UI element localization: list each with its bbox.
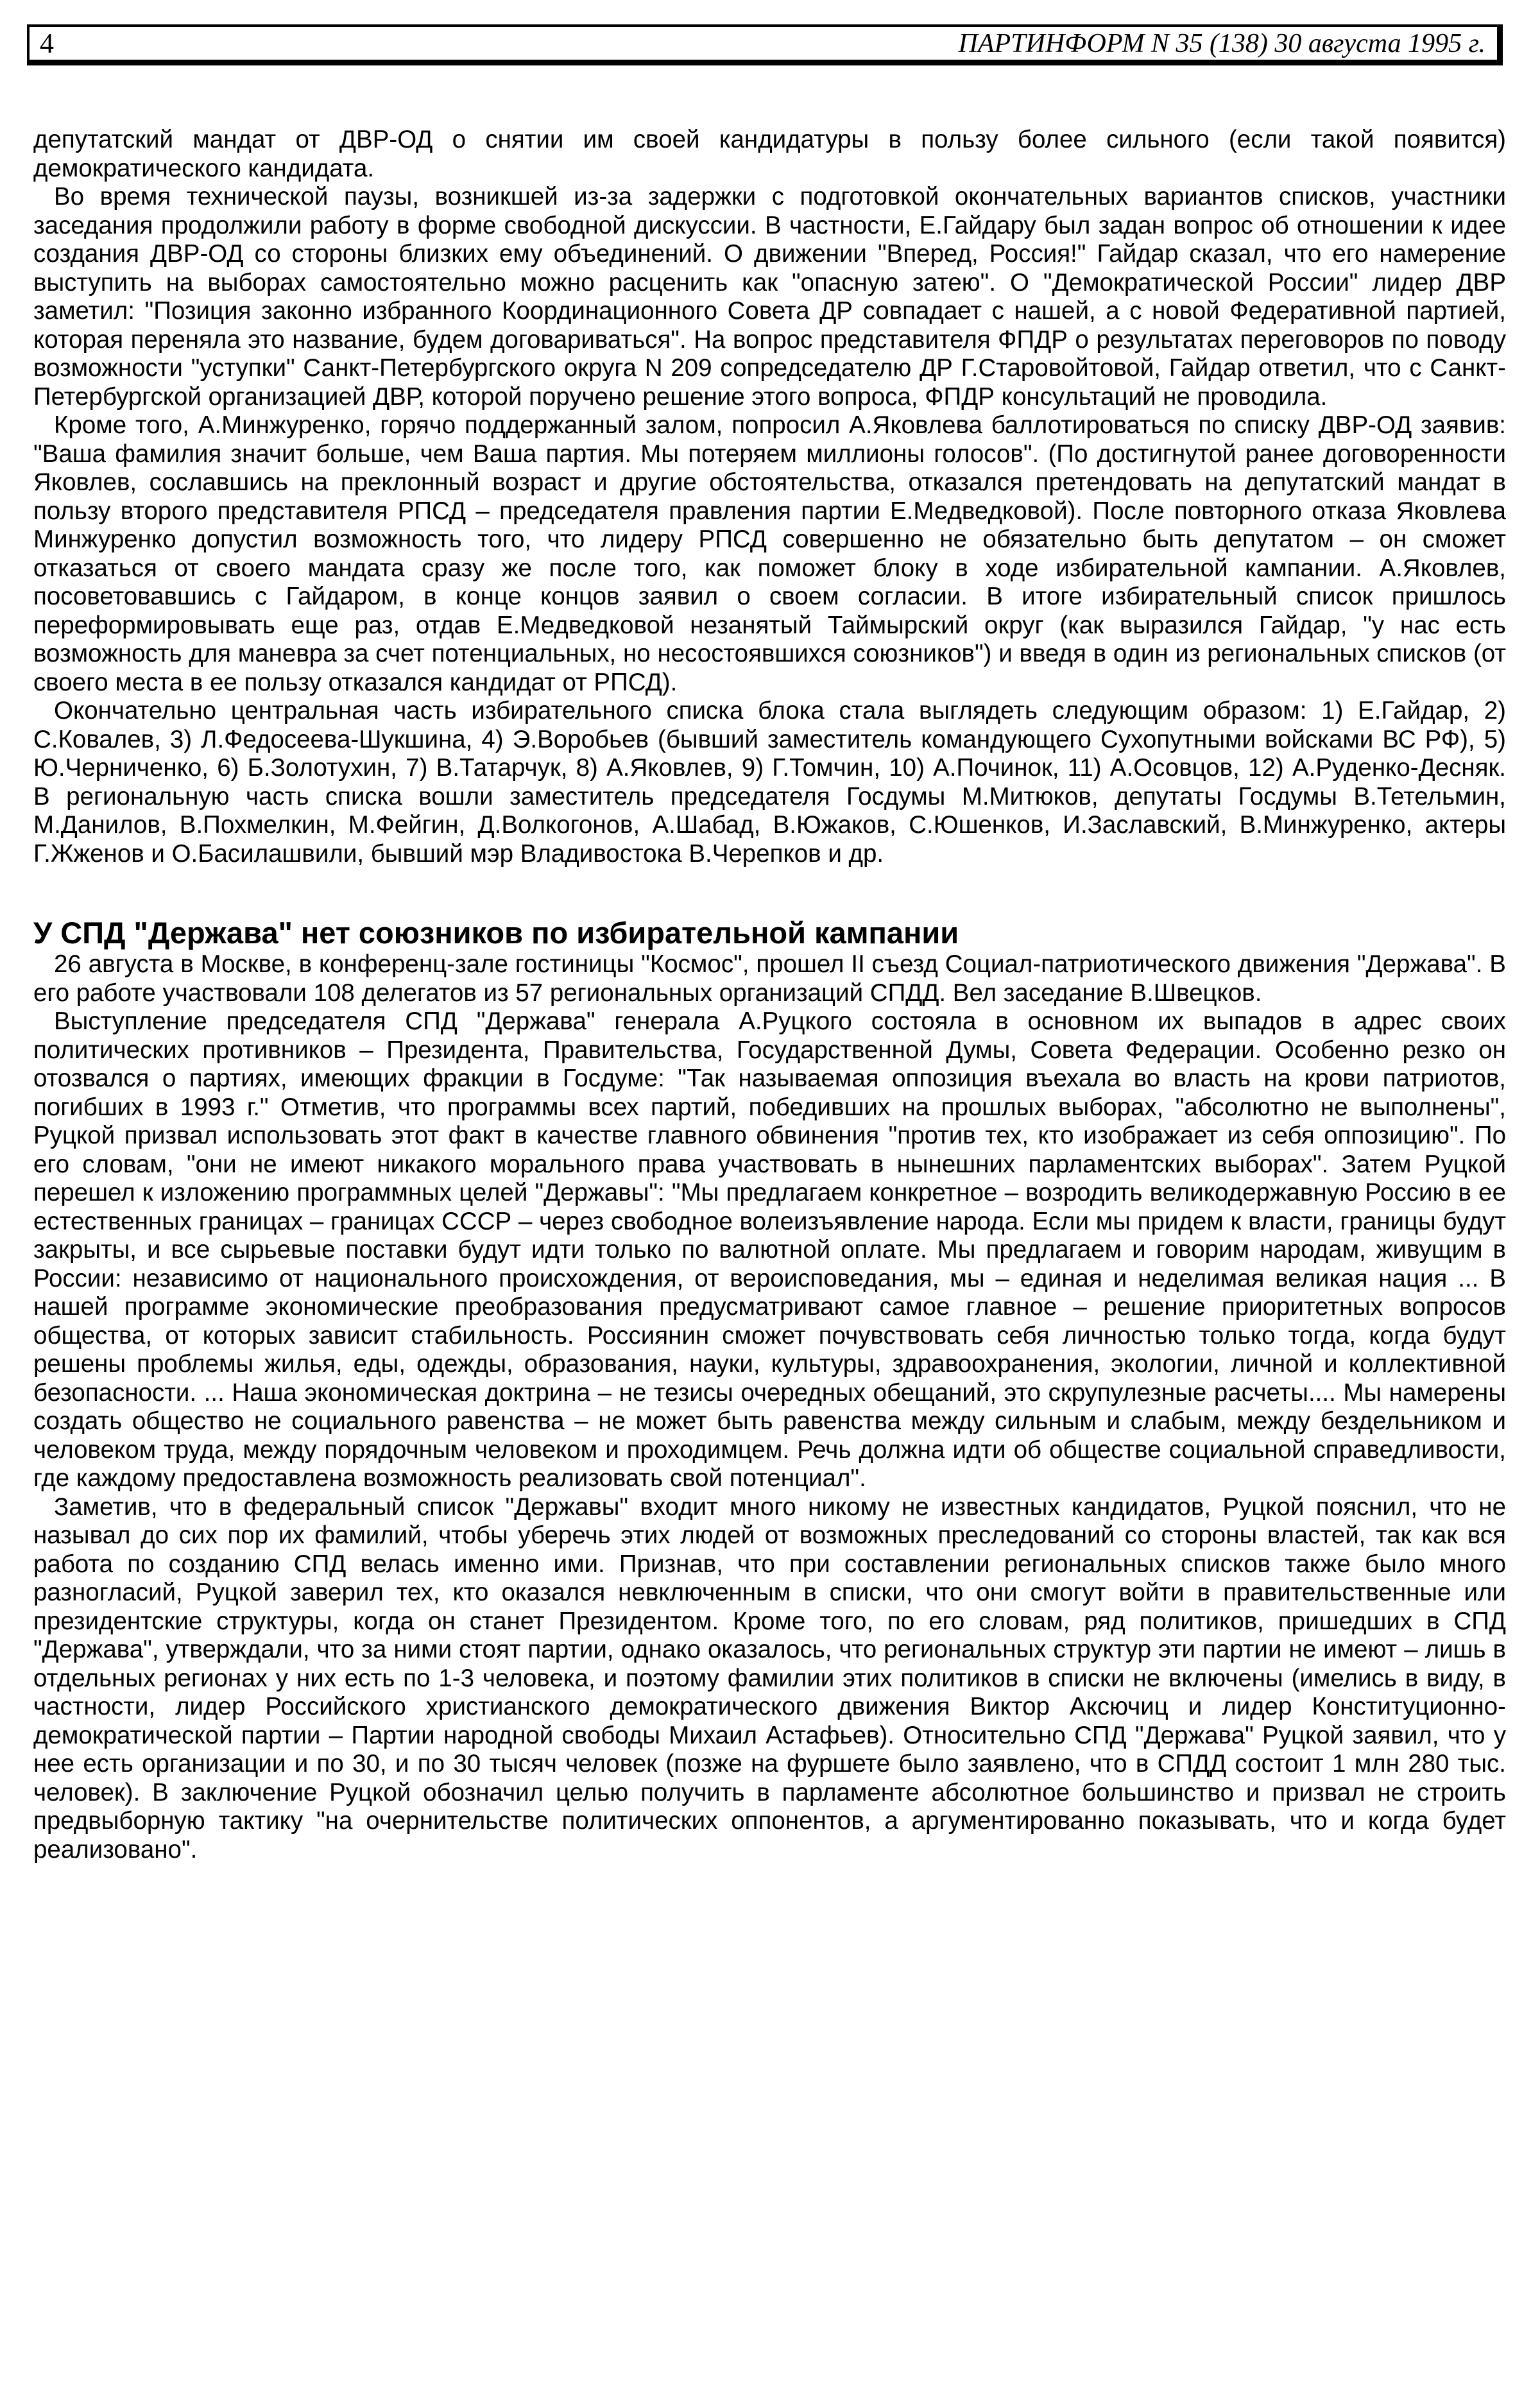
paragraph: депутатский мандат от ДВР-ОД о снятии им своей кандидатуры в пользу более сильного (если такой появится) демократического кандидата.	[33, 126, 1506, 182]
article-dvr-od	[33, 126, 1506, 868]
page-number: 4	[40, 27, 54, 59]
running-title: ПАРТИНФОРМ N 35 (138) 30 августа 1995 г.	[958, 28, 1485, 58]
paragraph: Окончательно центральная часть избирательного списка блока стала выглядеть следующим образом: 1) Е.Гайдар, 2) С.Ковалев, 3) Л.Федосеева-Шукшина, 4) Э.Воробьев (бывший заместитель командующего Сухопутными войсками ВС РФ), 5) Ю.Черниченко, 6) Б.Золотухин, 7) В.Татарчук, 8) А.Яковлев, 9) Г.Томчин, 10) А.Починок, 11) А.Осовцов, 12) А.Руденко-Десняк. В региональную часть списка вошли заместитель председателя Госдумы М.Митюков, депутаты Госдумы В.Тетельмин, М.Данилов, В.Похмелкин, М.Фейгин, Д.Волкогонов, А.Шабад, В.Южаков, С.Юшенков, И.Заславский, В.Минжуренко, актеры Г.Жженов и О.Басилашвили, бывший мэр Владивостока В.Черепков и др.	[33, 697, 1506, 868]
article-derzhava	[33, 916, 1506, 1864]
page-content	[33, 126, 1506, 1864]
running-header	[27, 24, 1503, 65]
paragraph: Выступление председателя СПД "Держава" генерала А.Руцкого состояла в основном их выпадов в адрес своих политических противников – Президента, Правительства, Государственной Думы, Совета Федерации. Особенно резко он отозвался о партиях, имеющих фракции в Госдуме: "Так называемая оппозиция въехала во власть на крови патриотов, погибших в 1993 г." Отметив, что программы всех партий, победивших на прошлых выборах, "абсолютно не выполнены", Руцкой призвал использовать этот факт в качестве главного обвинения "против тех, кто изображает из себя оппозицию". По его словам, "они не имеют никакого морального права участвовать в нынешних парламентских выборах". Затем Руцкой перешел к изложению программных целей "Державы": "Мы предлагаем конкретное – возродить великодержавную Россию в ее естественных границах – границах СССР – через свободное волеизъявление народа. Если мы придем к власти, границы будут закрыты, и все сырьевые поставки будут идти только по валютной оплате. Мы предлагаем и говорим народам, живущим в России: независимо от национального происхождения, от вероисповедания, мы – единая и неделимая великая нация ... В нашей программе экономические преобразования предусматривают самое главное – решение приоритетных вопросов общества, от которых зависит стабильность. Россиянин сможет почувствовать себя личностью только тогда, когда будут решены проблемы жилья, еды, одежды, образования, науки, культуры, здравоохранения, экологии, личной и коллективной безопасности. ... Наша экономическая доктрина – не тезисы очередных обещаний, это скрупулезные расчеты.... Мы намерены создать общество не социального равенства – не может быть равенства между сильным и слабым, между бездельником и человеком труда, между порядочным человеком и проходимцем. Речь должна идти об обществе социальной справедливости, где каждому предоставлена возможность реализовать свой потенциал".	[33, 1007, 1506, 1492]
section-heading: У СПД "Держава" нет союзников по избирательной кампании	[33, 916, 959, 950]
paragraph: Кроме того, А.Минжуренко, горячо поддержанный залом, попросил А.Яковлева баллотироваться по списку ДВР-ОД заявив: "Ваша фамилия значит больше, чем Ваша партия. Мы потеряем миллионы голосов". (По достигнутой ранее договоренности Яковлев, сославшись на преклонный возраст и другие обстоятельства, отказался претендовать на депутатский мандат в пользу второго представителя РПСД – председателя правления партии Е.Медведковой). После повторного отказа Яковлева Минжуренко допустил возможность того, что лидеру РПСД совершенно не обязательно быть депутатом – он сможет отказаться от своего мандата сразу же после того, как поможет блоку в ходе избирательной кампании. А.Яковлев, посоветовавшись с Гайдаром, в конце концов заявил о своем согласии. В итоге избирательный список пришлось переформировывать еще раз, отдав Е.Медведковой незанятый Таймырский округ (как выразился Гайдар, "у нас есть возможность для маневра за счет потенциальных, но несостоявшихся союзников") и введя в один из региональных списков (от своего места в ее пользу отказался кандидат от РПСД).	[33, 411, 1506, 696]
paragraph: Во время технической паузы, возникшей из-за задержки с подготовкой окончательных вариантов списков, участники заседания продолжили работу в форме свободной дискуссии. В частности, Е.Гайдару был задан вопрос об отношении к идее создания ДВР-ОД со стороны близких ему объединений. О движении "Вперед, Россия!" Гайдар сказал, что его намерение выступить на выборах самостоятельно можно расценить как "опасную затею". О "Демократической России" лидер ДВР заметил: "Позиция законно избранного Координационного Совета ДР совпадает с нашей, а с новой Федеративной партией, которая переняла это название, будем договариваться". На вопрос представителя ФПДР о результатах переговоров по поводу возможности "уступки" Санкт-Петербургского округа N 209 сопредседателю ДР Г.Старовойтовой, Гайдар ответил, что с Санкт-Петербургской организацией ДВР, которой поручено решение этого вопроса, ФПДР консультаций не проводила.	[33, 183, 1506, 411]
paragraph: Заметив, что в федеральный список "Державы" входит много никому не известных кандидатов, Руцкой пояснил, что не называл до сих пор их фамилий, чтобы уберечь этих людей от возможных преследований со стороны властей, так как вся работа по созданию СПД велась именно ими. Признав, что при составлении региональных списков также было много разногласий, Руцкой заверил тех, кто оказался невключенным в списки, что они смогут войти в правительственные или президентские структуры, когда он станет Президентом. Кроме того, по его словам, ряд политиков, пришедших в СПД "Держава", утверждали, что за ними стоят партии, однако оказалось, что региональных структур эти партии не имеют – лишь в отдельных регионах у них есть по 1-3 человека, и поэтому фамилии этих политиков в списки не включены (имелись в виду, в частности, лидер Российского христианского демократического движения Виктор Аксючиц и лидер Конституционно-демократической партии – Партии народной свободы Михаил Астафьев). Относительно СПД "Держава" Руцкой заявил, что у нее есть организации и по 30, и по 30 тысяч человек (позже на фуршете было заявлено, что в СПДД состоит 1 млн 280 тыс. человек). В заключение Руцкой обозначил целью получить в парламенте абсолютное большинство и призвал не строить предвыборную тактику "на очернительстве политических оппонентов, а аргументированно показывать, что и когда будет реализовано".	[33, 1493, 1506, 1864]
paragraph: 26 августа в Москве, в конференц-зале гостиницы "Космос", прошел II съезд Социал-патриотического движения "Держава". В его работе участвовали 108 делегатов из 57 региональных организаций СПДД. Вел заседание В.Швецков.	[33, 950, 1506, 1007]
